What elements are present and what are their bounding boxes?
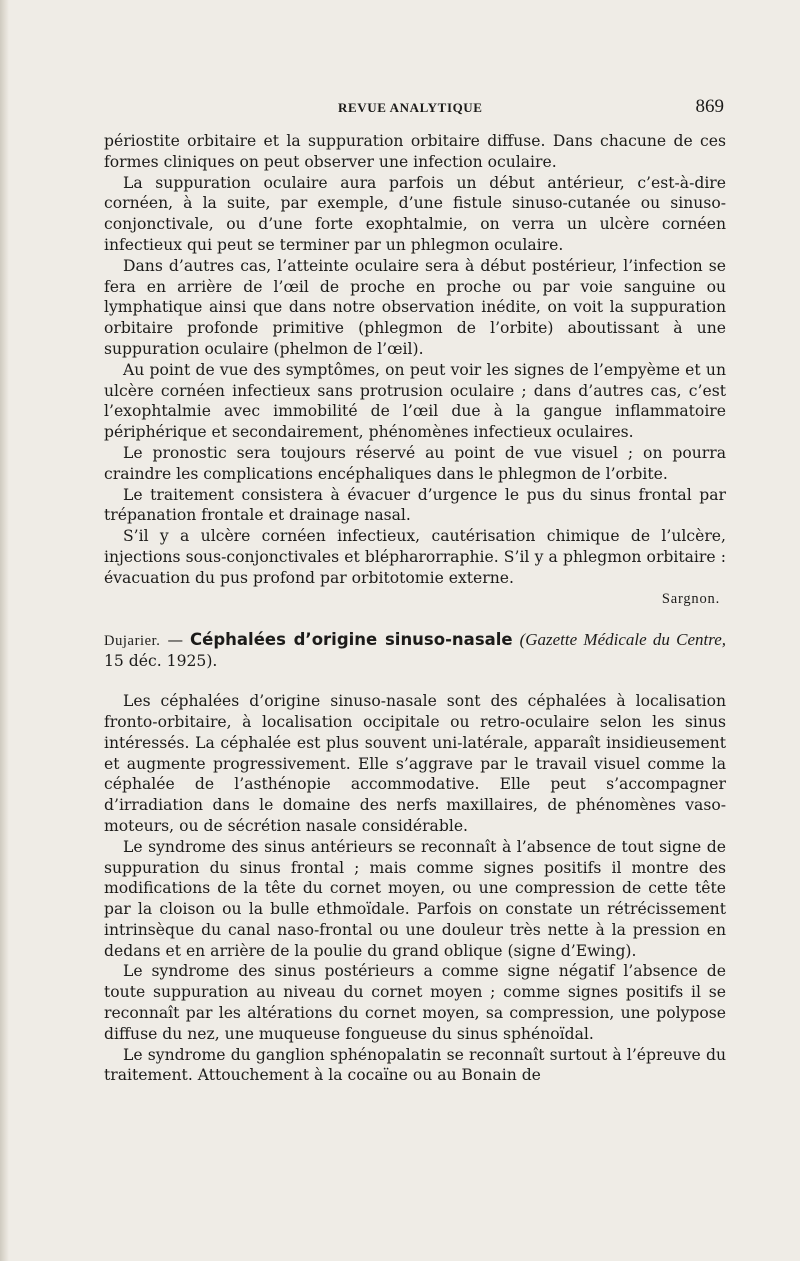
previous-article-text (104, 131, 726, 589)
paragraph: Le syndrome des sinus postérieurs a comme signe négatif l’absence de toute suppuration au niveau du cornet moyen ; comme signes positifs il se reconnaît par les altérations du cornet moyen, sa compression, une polypose diffuse du nez, une muqueuse fongueuse du sinus sphénoïdal. (104, 962, 726, 1043)
journal-page (104, 96, 726, 1086)
entry-dash: — (167, 630, 184, 649)
paragraph: périostite orbitaire et la suppuration orbitaire diffuse. Dans chacune de ces formes cliniques on peut observer une infection oculaire. (104, 132, 726, 171)
paragraph: Le pronostic sera toujours réservé au point de vue visuel ; on pourra craindre les complications encéphaliques dans le phlegmon de l’orbite. (104, 443, 726, 483)
running-head (104, 96, 726, 126)
paragraph: Dans d’autres cas, l’atteinte oculaire sera à début postérieur, l’infection se fera en arrière de l’œil de proche en proche ou par voie sanguine ou lymphatique ainsi que dans notre observation inédite, on voit la suppuration orbitaire profonde primitive (phlegmon de l’orbite) aboutissant à une suppuration oculaire (phelmon de l’œil). (104, 256, 726, 358)
entry-date: 15 déc. 1925). (104, 652, 218, 671)
entry-source: (Gazette Médicale du Centre, (519, 629, 726, 649)
binding-edge (0, 0, 9, 1261)
entry-author: Dujarier. (104, 632, 161, 649)
running-title: REVUE ANALYTIQUE (338, 100, 483, 115)
entry-heading (104, 630, 726, 673)
paragraph: La suppuration oculaire aura parfois un début antérieur, c’est-à-dire cornéen, à la suite, par exemple, d’une fistule sinuso-cutanée ou sinuso-conjonctivale, ou d’une forte exophtalmie, on verra un ulcère cornéen infectieux qui peut se terminer par un phlegmon oculaire. (104, 173, 726, 254)
paragraph: Au point de vue des symptômes, on peut voir les signes de l’empyème et un ulcère cornéen infectieux sans protrusion oculaire ; dans d’autres cas, c’est l’exophtalmie avec immobilité de l’œil due à la gangue inflammatoire périphérique et secondairement, phénomènes infectieux oculaires. (104, 360, 726, 442)
paragraph: Le syndrome des sinus antérieurs se reconnaît à l’absence de tout signe de suppuration du sinus frontal ; mais comme signes positifs il montre des modifications de la tête du cornet moyen, ou une compression de cette tête par la cloison ou la bulle ethmoïdale. Parfois on constate un rétrécissement intrinsèque du canal naso-frontal ou une douleur très nette à la pression en dedans et en arrière de la poulie du grand oblique (signe d’Ewing). (104, 837, 726, 960)
entry-title: Céphalées d’origine sinuso-nasale (190, 629, 513, 649)
paragraph: Le traitement consistera à évacuer d’urgence le pus du sinus frontal par trépanation frontale et drainage nasal. (104, 485, 726, 525)
page-number: 869 (695, 96, 724, 117)
paragraph: S’il y a ulcère cornéen infectieux, cautérisation chimique de l’ulcère, injections sous-conjonctivales et blépharorraphie. S’il y a phlegmon orbitaire : évacuation du pus profond par orbitotomie externe. (104, 527, 726, 587)
paragraph: Les céphalées d’origine sinuso-nasale sont des céphalées à localisation fronto-orbitaire, à localisation occipitale ou retro-oculaire selon les sinus intéressés. La céphalée est plus souvent uni-latérale, apparaît insidieusement et augmente progressivement. Elle s’aggrave par le travail visuel comme la céphalée de l’asthénopie accommodative. Elle peut s’accompagner d’irradiation dans le domaine des nerfs maxillaires, de phénomènes vaso-moteurs, ou de sécrétion nasale considérable. (104, 692, 726, 835)
entry-body-text (104, 691, 726, 1086)
reviewer-signature: Sargnon. (661, 590, 720, 607)
paragraph: Le syndrome du ganglion sphénopalatin se reconnaît surtout à l’épreuve du traitement. Attouchement à la cocaïne ou au Bonain de (104, 1045, 726, 1085)
